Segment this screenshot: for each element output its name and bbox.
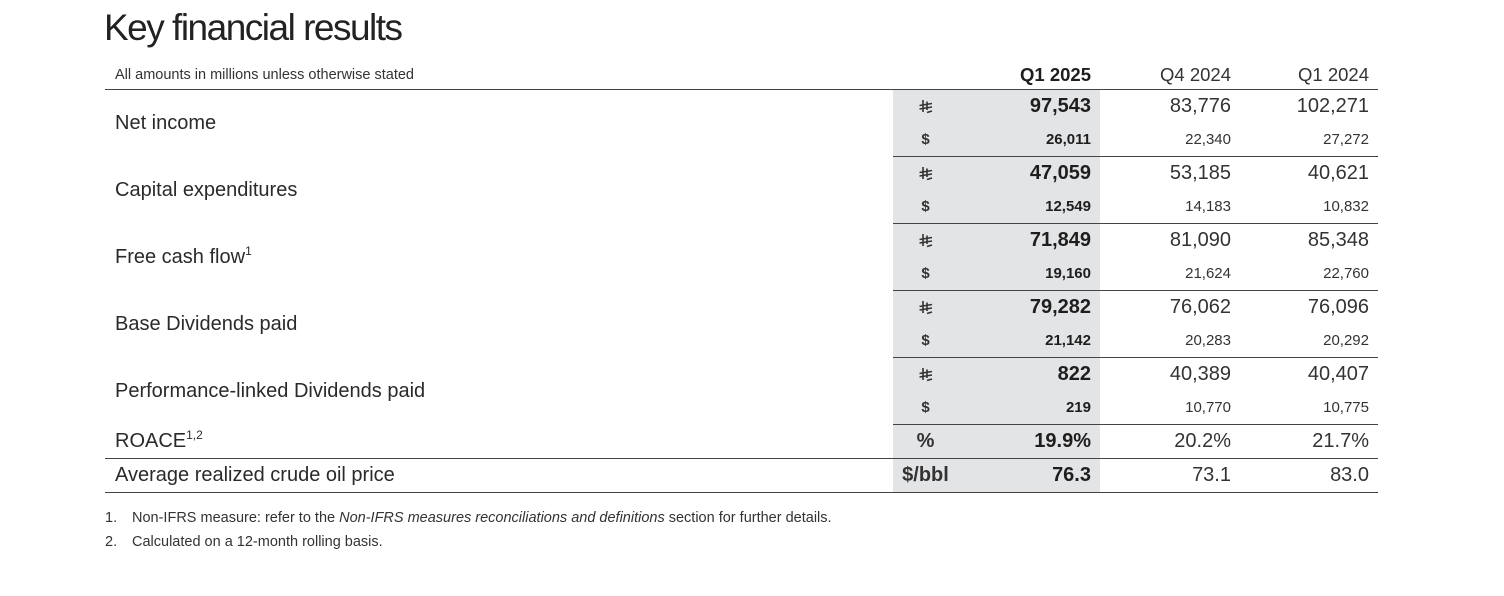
prior-year-value: 21.7% [1240, 425, 1378, 459]
current-value: 822 [958, 358, 1100, 392]
prior-quarter-value: 73.1 [1100, 459, 1240, 493]
prior-year-value: 76,096 [1307, 296, 1369, 318]
table-row [105, 224, 1378, 258]
current-value: 97,543 [958, 90, 1100, 124]
table-row [105, 459, 1378, 493]
footnote-ref: 1 [245, 243, 252, 258]
row-label: Performance-linked Dividends paid [115, 379, 426, 402]
current-value: 12,549 [958, 190, 1100, 224]
row-label: Net income [115, 111, 217, 134]
prior-year-value: 22,760 [1240, 257, 1378, 291]
prior-quarter-value: 83,776 [1169, 95, 1231, 117]
prior-quarter-value: 20.2% [1100, 425, 1240, 459]
table-row [105, 157, 1378, 191]
footnotes [105, 506, 832, 554]
footnote-text: Non-IFRS measure: refer to the Non-IFRS measures reconciliations and definitions section for further details. [132, 510, 832, 526]
prior-year-value: 20,292 [1240, 324, 1378, 358]
current-value: 219 [958, 391, 1100, 425]
column-header-prior-quarter: Q4 2024 [1100, 60, 1240, 90]
footnote-number: 1. [105, 510, 118, 526]
usd-unit: $ [893, 257, 958, 291]
prior-year-value: 10,775 [1240, 391, 1378, 425]
footnote-ref: 1,2 [186, 427, 203, 442]
prior-quarter-value: 20,283 [1100, 324, 1240, 358]
current-value: 79,282 [958, 291, 1100, 325]
prior-year-value: 102,271 [1296, 95, 1369, 117]
riyal-symbol-icon [893, 224, 958, 258]
prior-year-value: 83.0 [1240, 459, 1378, 493]
footnote [105, 506, 832, 530]
current-value: 71,849 [958, 224, 1100, 258]
table-row [105, 90, 1378, 124]
financial-results-table [105, 60, 1378, 493]
usd-unit: $ [893, 324, 958, 358]
current-value: 26,011 [958, 123, 1100, 157]
prior-quarter-value: 22,340 [1100, 123, 1240, 157]
row-label: ROACE$^{1,2}$ [105, 425, 893, 459]
footnote [105, 530, 832, 554]
current-value: 76.3 [958, 459, 1100, 493]
table-header-row [105, 60, 1378, 90]
usd-unit: $ [893, 123, 958, 157]
riyal-symbol-icon [893, 291, 958, 325]
amounts-note: All amounts in millions unless otherwise stated [105, 60, 958, 90]
row-label: Capital expenditures [115, 178, 298, 201]
prior-year-value: 40,407 [1307, 363, 1369, 385]
riyal-symbol-icon [893, 157, 958, 191]
row-label: Base Dividends paid [115, 312, 298, 335]
riyal-symbol-icon [893, 358, 958, 392]
usd-unit: $ [893, 190, 958, 224]
current-value: 47,059 [958, 157, 1100, 191]
footnote-number: 2. [105, 534, 118, 550]
prior-quarter-value: 81,090 [1169, 229, 1231, 251]
prior-quarter-value: 14,183 [1100, 190, 1240, 224]
current-value: 21,142 [958, 324, 1100, 358]
current-value: 19,160 [958, 257, 1100, 291]
table-row [105, 291, 1378, 325]
column-header-current: Q1 2025 [958, 60, 1100, 90]
table-row [105, 425, 1378, 459]
current-value: 19.9% [958, 425, 1100, 459]
prior-quarter-value: 21,624 [1100, 257, 1240, 291]
percent-unit: % [893, 425, 958, 459]
row-label: Free cash flow$^1$ [115, 243, 252, 268]
prior-year-value: 85,348 [1307, 229, 1369, 251]
row-label: Average realized crude oil price [105, 459, 893, 493]
prior-quarter-value: 53,185 [1169, 162, 1231, 184]
table-row [105, 358, 1378, 392]
prior-year-value: 27,272 [1240, 123, 1378, 157]
riyal-symbol-icon [893, 90, 958, 124]
prior-year-value: 10,832 [1240, 190, 1378, 224]
footnote-text: Calculated on a 12-month rolling basis. [132, 534, 383, 550]
usd-unit: $ [893, 391, 958, 425]
page-title: Key financial results [104, 7, 402, 48]
prior-quarter-value: 76,062 [1169, 296, 1231, 318]
prior-quarter-value: 40,389 [1169, 363, 1231, 385]
prior-quarter-value: 10,770 [1100, 391, 1240, 425]
per-barrel-unit: $/bbl [893, 459, 958, 493]
column-header-prior-year: Q1 2024 [1240, 60, 1378, 90]
prior-year-value: 40,621 [1307, 162, 1369, 184]
